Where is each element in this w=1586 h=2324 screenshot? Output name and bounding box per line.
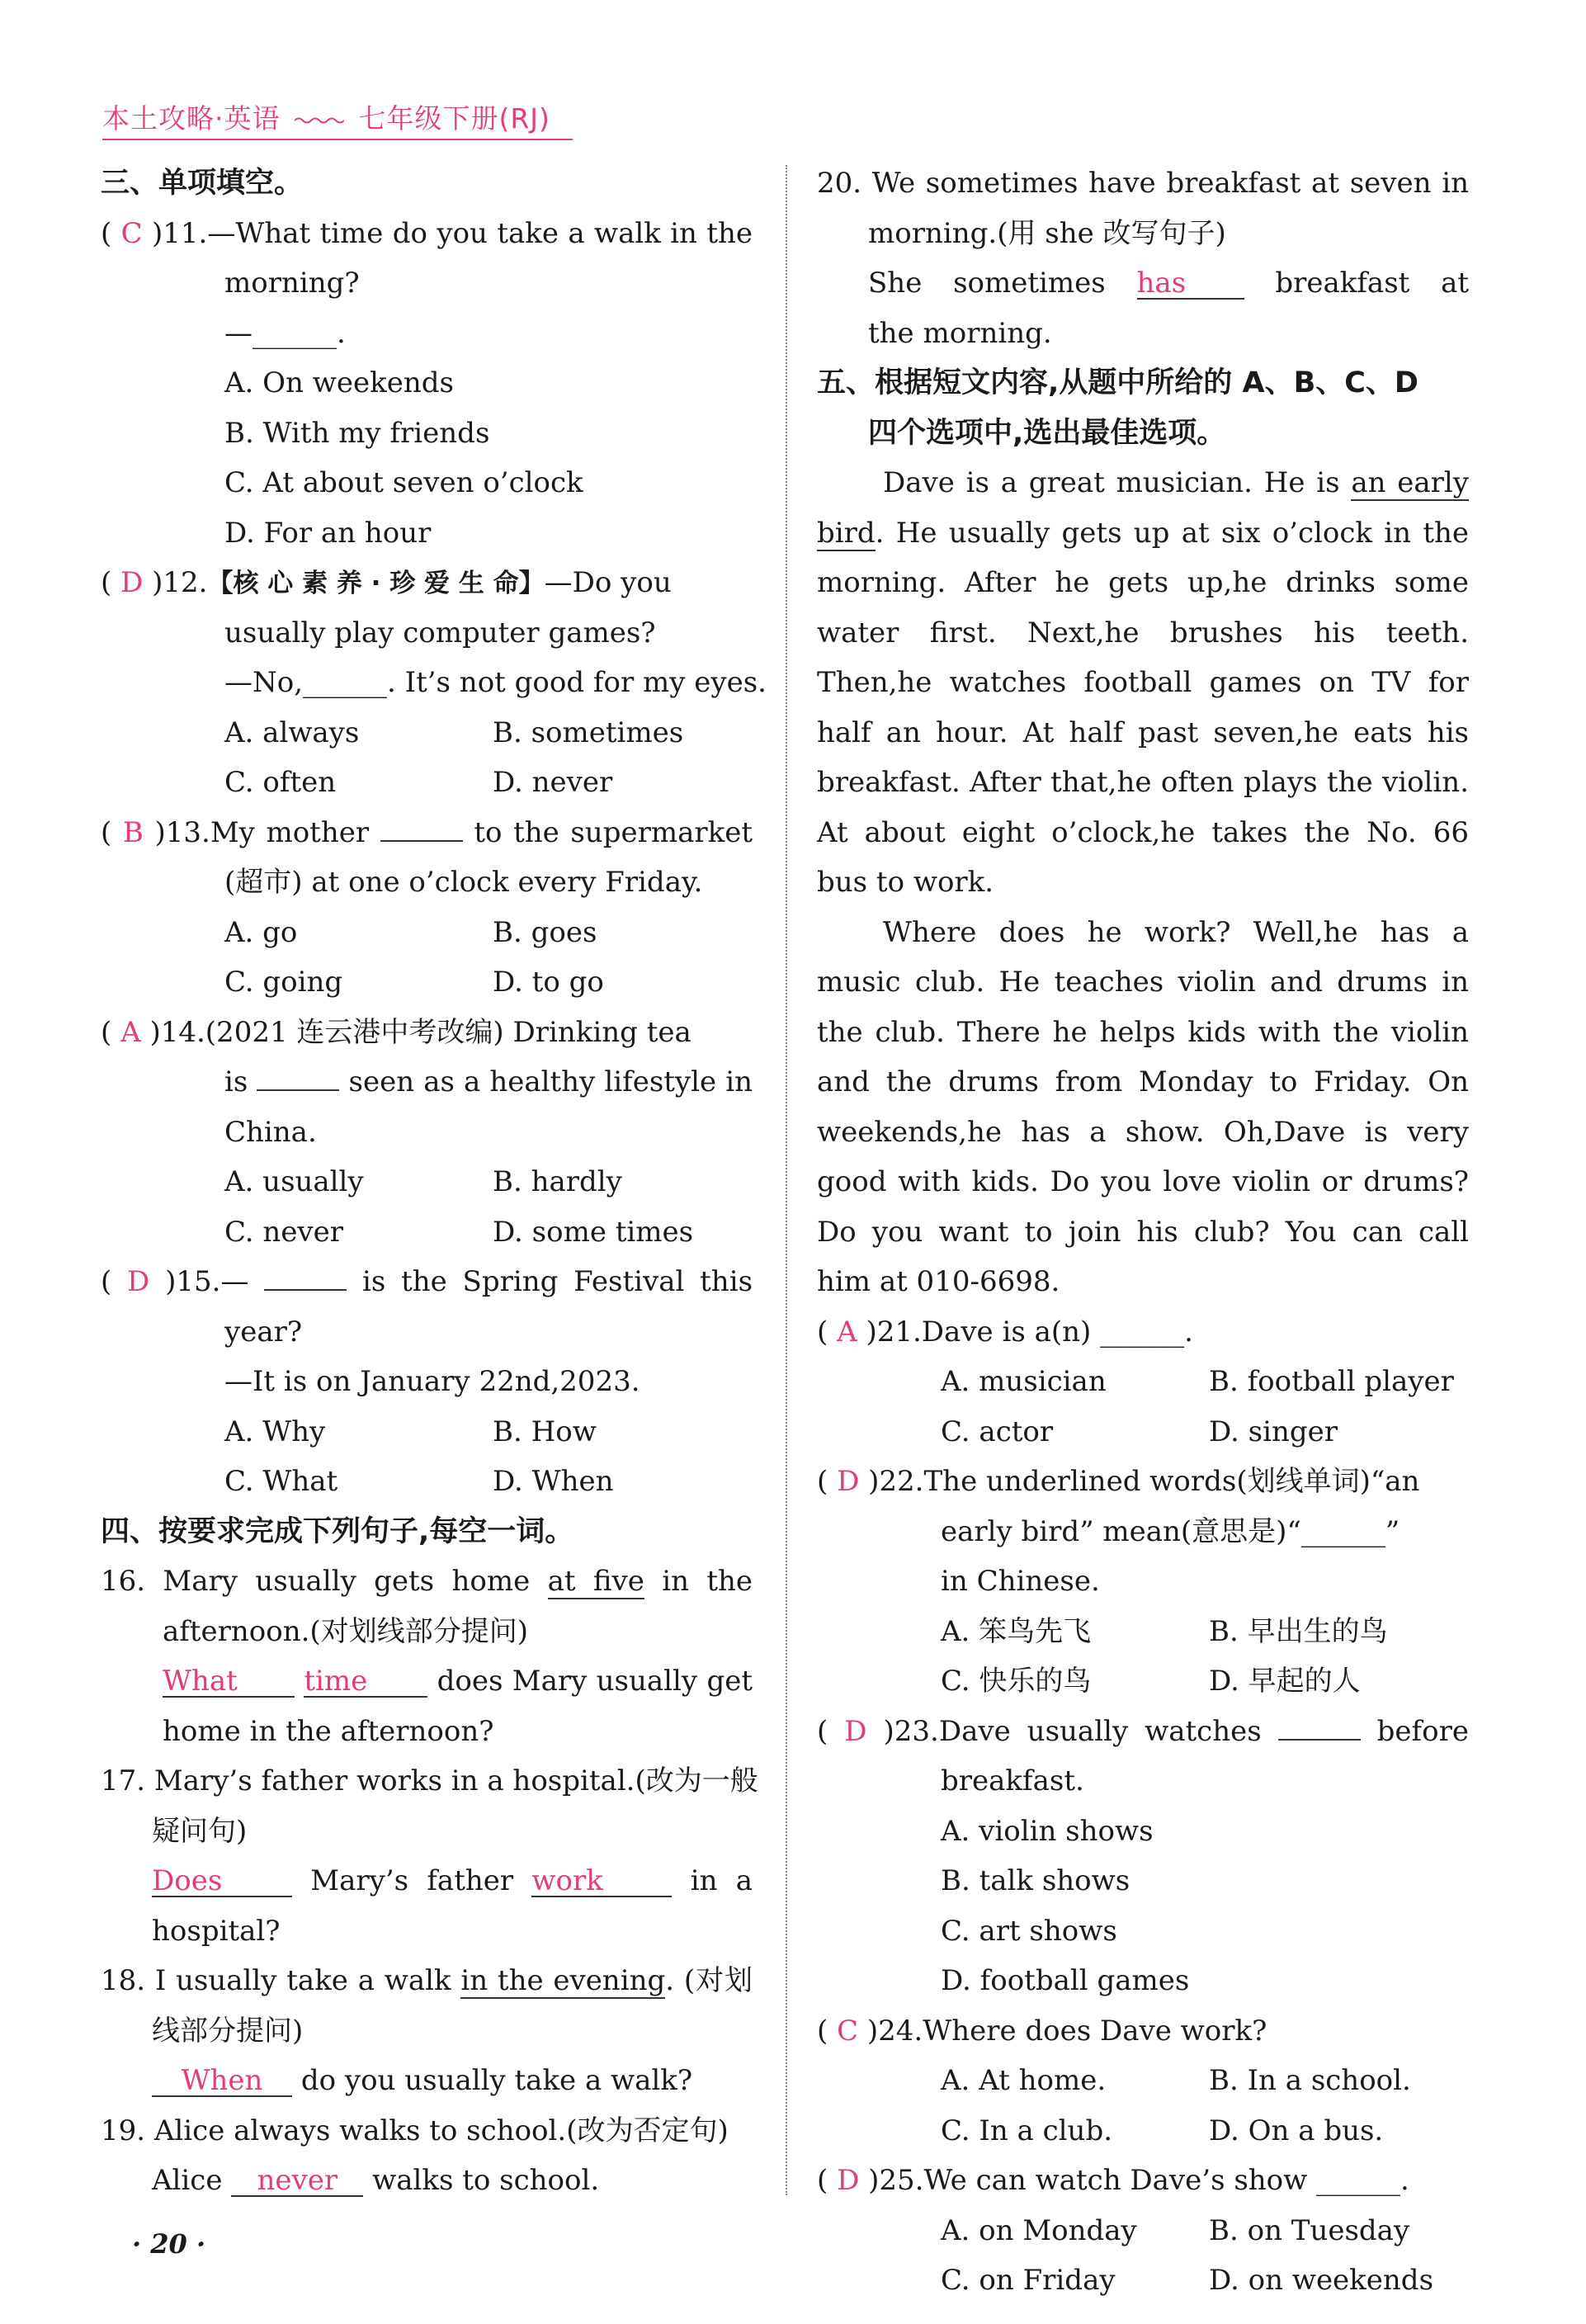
q14-options-row1 bbox=[101, 1157, 753, 1207]
q19-stem-a: Alice bbox=[152, 2164, 223, 2197]
q16-line2: afternoon.(对划线部分提问) bbox=[163, 1614, 528, 1648]
q14-option-b: B. hardly bbox=[493, 1165, 622, 1198]
q12-number: 12. bbox=[163, 566, 208, 599]
q24-answer: C bbox=[837, 2014, 859, 2048]
q22-options-row2 bbox=[817, 1656, 1469, 1707]
q24-option-a: A. At home. bbox=[941, 2064, 1107, 2097]
q21-option-d: D. singer bbox=[1209, 1415, 1338, 1448]
q18-line2: 线部分提问) bbox=[152, 2014, 304, 2048]
q18-line3 bbox=[101, 2056, 753, 2106]
q23-answer: D bbox=[844, 1714, 867, 1748]
q11-line2: morning? bbox=[224, 267, 360, 300]
q15-stem: is the Spring Festival this bbox=[362, 1265, 753, 1298]
q11-answer: C bbox=[120, 216, 143, 250]
q13-line2: (超市) at one o’clock every Friday. bbox=[224, 866, 703, 899]
q14-option-c: C. never bbox=[224, 1215, 344, 1249]
q14-option-a: A. usually bbox=[224, 1165, 364, 1198]
q12-option-c: C. often bbox=[224, 766, 337, 799]
q11-line1: ( C )11.—What time do you take a walk in the bbox=[101, 216, 753, 250]
q22-option-d: D. 早起的人 bbox=[1209, 1665, 1361, 1698]
passage-paragraph-1 bbox=[817, 458, 1469, 908]
q12-option-a: A. always bbox=[224, 716, 360, 749]
q18-stem-b: . (对划 bbox=[665, 1964, 753, 1997]
wavy-divider-icon bbox=[295, 116, 344, 125]
q25-number: 25. bbox=[879, 2164, 924, 2197]
q21-option-a: A. musician bbox=[941, 1365, 1107, 1398]
q21-number: 21. bbox=[876, 1315, 922, 1349]
q14-stem-b: seen as a healthy lifestyle in bbox=[348, 1065, 753, 1098]
q14-number: 14. bbox=[160, 1015, 205, 1049]
q13-option-d: D. to go bbox=[493, 966, 604, 999]
q18-answer-1: When bbox=[152, 2066, 292, 2097]
q20-line4: the morning. bbox=[868, 316, 1052, 350]
q16-line1 bbox=[101, 1556, 753, 1607]
page-number: · 20 · bbox=[132, 2228, 206, 2260]
q20-line1: 20. We sometimes have breakfast at seven in bbox=[817, 167, 1469, 200]
q12-option-d: D. never bbox=[493, 766, 613, 799]
q21-options-row1 bbox=[817, 1357, 1469, 1407]
q17-answer-1: Does bbox=[152, 1866, 292, 1897]
q20-stem-a: She sometimes bbox=[868, 267, 1106, 300]
q11-option-c: C. At about seven o’clock bbox=[224, 466, 583, 499]
q22-stem: The underlined words(划线单词)“an bbox=[923, 1465, 1420, 1498]
q19-line2 bbox=[101, 2156, 753, 2206]
q24-stem: Where does Dave work? bbox=[923, 2014, 1267, 2048]
q15-option-d: D. When bbox=[493, 1465, 614, 1498]
q21-options-row2 bbox=[817, 1407, 1469, 1457]
q15-blank bbox=[264, 1264, 347, 1291]
q13-number: 13. bbox=[165, 815, 210, 849]
q25-options-row2 bbox=[817, 2256, 1469, 2306]
section-4-title: 四、按要求完成下列句子,每空一词。 bbox=[101, 1514, 574, 1548]
q23-stem-b: before bbox=[1376, 1714, 1469, 1748]
q25-option-a: A. on Monday bbox=[941, 2213, 1137, 2247]
q18-underlined: in the evening bbox=[460, 1964, 666, 1997]
q14-line3: China. bbox=[224, 1115, 317, 1149]
page-header bbox=[102, 97, 550, 136]
q16-stem-a: 16. Mary usually gets home bbox=[101, 1565, 531, 1598]
q16-line4: home in the afternoon? bbox=[163, 1714, 494, 1748]
q23-option-c: C. art shows bbox=[941, 1914, 1117, 1948]
q17-stem-mid: Mary’s father bbox=[310, 1864, 514, 1897]
q16-underlined: at five bbox=[547, 1565, 644, 1598]
q15-option-b: B. How bbox=[493, 1415, 597, 1448]
q14-answer: A bbox=[120, 1015, 141, 1049]
q15-answer: D bbox=[127, 1265, 150, 1298]
q19-answer-1: never bbox=[231, 2166, 363, 2197]
q25-options-row1 bbox=[817, 2206, 1469, 2256]
q20-stem-b: breakfast at bbox=[1275, 267, 1469, 300]
q13-line1: ( B )13.My mother to the supermarket bbox=[101, 815, 753, 849]
q22-line3: in Chinese. bbox=[941, 1565, 1100, 1598]
q19-stem-b: walks to school. bbox=[372, 2164, 600, 2197]
q14-line2 bbox=[101, 1057, 753, 1108]
q12-line3: —No,______. It’s not good for my eyes. bbox=[224, 666, 767, 699]
q20-answer-1: has bbox=[1137, 268, 1244, 300]
q18-stem-c: do you usually take a walk? bbox=[300, 2064, 693, 2097]
q13-options-row2 bbox=[101, 957, 753, 1008]
q14-line1: ( A )14.(2021 连云港中考改编) Drinking tea bbox=[101, 1015, 692, 1049]
q24-options-row1 bbox=[817, 2056, 1469, 2106]
q18-line1 bbox=[101, 1956, 753, 2006]
q17-line3 bbox=[101, 1856, 753, 1906]
q17-answer-2: work bbox=[531, 1866, 672, 1897]
q16-stem-b: in the bbox=[662, 1565, 753, 1598]
q13-option-b: B. goes bbox=[493, 915, 597, 949]
q17-line2: 疑问句) bbox=[152, 1814, 248, 1848]
q12-line1: ( D )12.【核 心 素 养 · 珍 爱 生 命】—Do you bbox=[101, 566, 672, 599]
q23-stem-a: Dave usually watches bbox=[938, 1714, 1262, 1748]
q21-stem: Dave is a(n) ______. bbox=[921, 1315, 1193, 1349]
q22-line2: early bird” mean(意思是)“______” bbox=[941, 1514, 1400, 1548]
q15-options-row1 bbox=[101, 1407, 753, 1457]
q14-stem-a: is bbox=[224, 1065, 248, 1098]
q24-option-c: C. In a club. bbox=[941, 2114, 1113, 2147]
q20-line2: morning.(用 she 改写句子) bbox=[868, 216, 1226, 250]
q12-option-b: B. sometimes bbox=[493, 716, 684, 749]
q14-blank bbox=[257, 1065, 339, 1091]
header-book-title: 本土攻略·英语 bbox=[102, 102, 281, 135]
q16-answer-1: What bbox=[163, 1666, 295, 1698]
q22-options-row1 bbox=[817, 1607, 1469, 1657]
q13-option-a: A. go bbox=[224, 915, 298, 949]
q12-stem: —Do you bbox=[544, 566, 672, 599]
q22-answer: D bbox=[837, 1465, 860, 1498]
q11-option-d: D. For an hour bbox=[224, 516, 432, 550]
q15-options-row2 bbox=[101, 1457, 753, 1507]
section-5-title-line1: 五、根据短文内容,从题中所给的 A、B、C、D bbox=[817, 366, 1418, 399]
q17-line1: 17. Mary’s father works in a hospital.(改为一般 bbox=[101, 1764, 758, 1797]
q22-option-b: B. 早出生的鸟 bbox=[1209, 1614, 1388, 1648]
section-3-title: 三、单项填空。 bbox=[101, 167, 304, 200]
q13-stem-b: to the supermarket bbox=[474, 815, 753, 849]
right-column bbox=[817, 158, 1469, 2306]
q13-blank bbox=[380, 815, 463, 842]
q22-number: 22. bbox=[879, 1465, 924, 1498]
q17-line4: hospital? bbox=[152, 1914, 281, 1948]
q13-answer: B bbox=[122, 815, 144, 849]
q11-option-a: A. On weekends bbox=[224, 366, 454, 399]
q21-option-b: B. football player bbox=[1209, 1365, 1454, 1398]
q11-line3: —______. bbox=[224, 316, 346, 350]
q24-options-row2 bbox=[817, 2106, 1469, 2156]
passage-paragraph-2: Where does he work? Well,he has a music club. He teaches violin and drums in the club. There he helps kids with the violin and the drums from Monday to Friday. On weekends,he has a show. Oh,Dave is very good with kids. Do you love violin or drums? Do you want to join his club? You can call him at 010-6698. bbox=[817, 915, 1469, 1298]
q25-option-b: B. on Tuesday bbox=[1209, 2213, 1410, 2247]
q22-option-a: A. 笨鸟先飞 bbox=[941, 1614, 1092, 1648]
q23-option-d: D. football games bbox=[941, 1964, 1190, 1997]
q12-options-row1 bbox=[101, 708, 753, 758]
q11-stem: —What time do you take a walk in the bbox=[207, 216, 753, 250]
q12-options-row2 bbox=[101, 758, 753, 808]
q16-stem-c: does Mary usually get bbox=[437, 1665, 753, 1698]
q24-option-b: B. In a school. bbox=[1209, 2064, 1411, 2097]
q13-stem-a: My mother bbox=[210, 815, 370, 849]
q15-line1: ( D )15.— is the Spring Festival this bbox=[101, 1265, 753, 1298]
q15-dash: — bbox=[220, 1265, 249, 1298]
q16-answer-2: time bbox=[304, 1666, 427, 1698]
q25-answer: D bbox=[837, 2164, 860, 2197]
q25-stem: We can watch Dave’s show ______. bbox=[923, 2164, 1409, 2197]
q15-option-a: A. Why bbox=[224, 1415, 326, 1448]
q16-line3 bbox=[101, 1656, 753, 1707]
q23-line1: ( D )23.Dave usually watches before bbox=[817, 1714, 1469, 1748]
q24-line1: ( C )24.Where does Dave work? bbox=[817, 2014, 1267, 2048]
q22-option-c: C. 快乐的鸟 bbox=[941, 1665, 1092, 1698]
header-grade: 七年级下册(RJ) bbox=[358, 102, 550, 135]
q14-option-d: D. some times bbox=[493, 1215, 694, 1249]
q12-answer: D bbox=[120, 566, 144, 599]
q15-line3: —It is on January 22nd,2023. bbox=[224, 1365, 640, 1398]
q20-line3 bbox=[817, 258, 1469, 309]
q13-options-row1 bbox=[101, 908, 753, 958]
q25-option-c: C. on Friday bbox=[941, 2264, 1116, 2297]
q21-answer: A bbox=[837, 1315, 857, 1349]
passage-p1-rest: . He usually gets up at six o’clock in the morning. After he gets up,he drinks some water first. Next,he brushes his teeth. Then,he watches football games on TV for half an hour. At half past seven,he eats his breakfast. After that,he often plays the violin. At about eight o’clock,he takes the No. 66 bus to work. bbox=[817, 516, 1469, 899]
q23-option-b: B. talk shows bbox=[941, 1864, 1130, 1897]
passage-p1-start: Dave is a great musician. He is bbox=[883, 466, 1352, 499]
q25-line1: ( D )25.We can watch Dave’s show ______. bbox=[817, 2164, 1409, 2197]
q15-line2: year? bbox=[224, 1315, 303, 1349]
q23-blank bbox=[1278, 1714, 1361, 1741]
section-5-title-line2: 四个选项中,选出最佳选项。 bbox=[868, 416, 1226, 450]
q23-option-a: A. violin shows bbox=[941, 1814, 1154, 1848]
q11-number: 11. bbox=[163, 216, 208, 250]
q14-options-row2 bbox=[101, 1207, 753, 1258]
q18-stem-a: 18. I usually take a walk bbox=[101, 1964, 451, 1997]
q12-line2: usually play computer games? bbox=[224, 616, 656, 649]
q13-option-c: C. going bbox=[224, 966, 343, 999]
q24-number: 24. bbox=[878, 2014, 923, 2048]
q21-option-c: C. actor bbox=[941, 1415, 1054, 1448]
q17-stem-end: in a bbox=[690, 1864, 753, 1897]
q23-number: 23. bbox=[894, 1714, 939, 1748]
left-column bbox=[101, 158, 767, 2206]
q14-stem: (2021 连云港中考改编) Drinking tea bbox=[205, 1015, 692, 1049]
q15-option-c: C. What bbox=[224, 1465, 338, 1498]
reading-passage bbox=[817, 458, 1469, 1307]
q12-tag: 【核 心 素 养 · 珍 爱 生 命】 bbox=[207, 569, 545, 598]
q19-line1: 19. Alice always walks to school.(改为否定句) bbox=[101, 2114, 729, 2147]
q11-option-b: B. With my friends bbox=[224, 416, 490, 450]
header-rule bbox=[102, 139, 573, 140]
q24-option-d: D. On a bus. bbox=[1209, 2114, 1384, 2147]
q25-option-d: D. on weekends bbox=[1209, 2264, 1434, 2297]
column-divider bbox=[786, 165, 787, 2195]
q23-line2: breakfast. bbox=[941, 1764, 1084, 1797]
q22-line1: ( D )22.The underlined words(划线单词)“an bbox=[817, 1465, 1420, 1498]
q15-number: 15. bbox=[176, 1265, 221, 1298]
passage-underlined-phrase: an early bird bbox=[817, 466, 1470, 550]
q21-line1: ( A )21.Dave is a(n) ______. bbox=[817, 1315, 1193, 1349]
